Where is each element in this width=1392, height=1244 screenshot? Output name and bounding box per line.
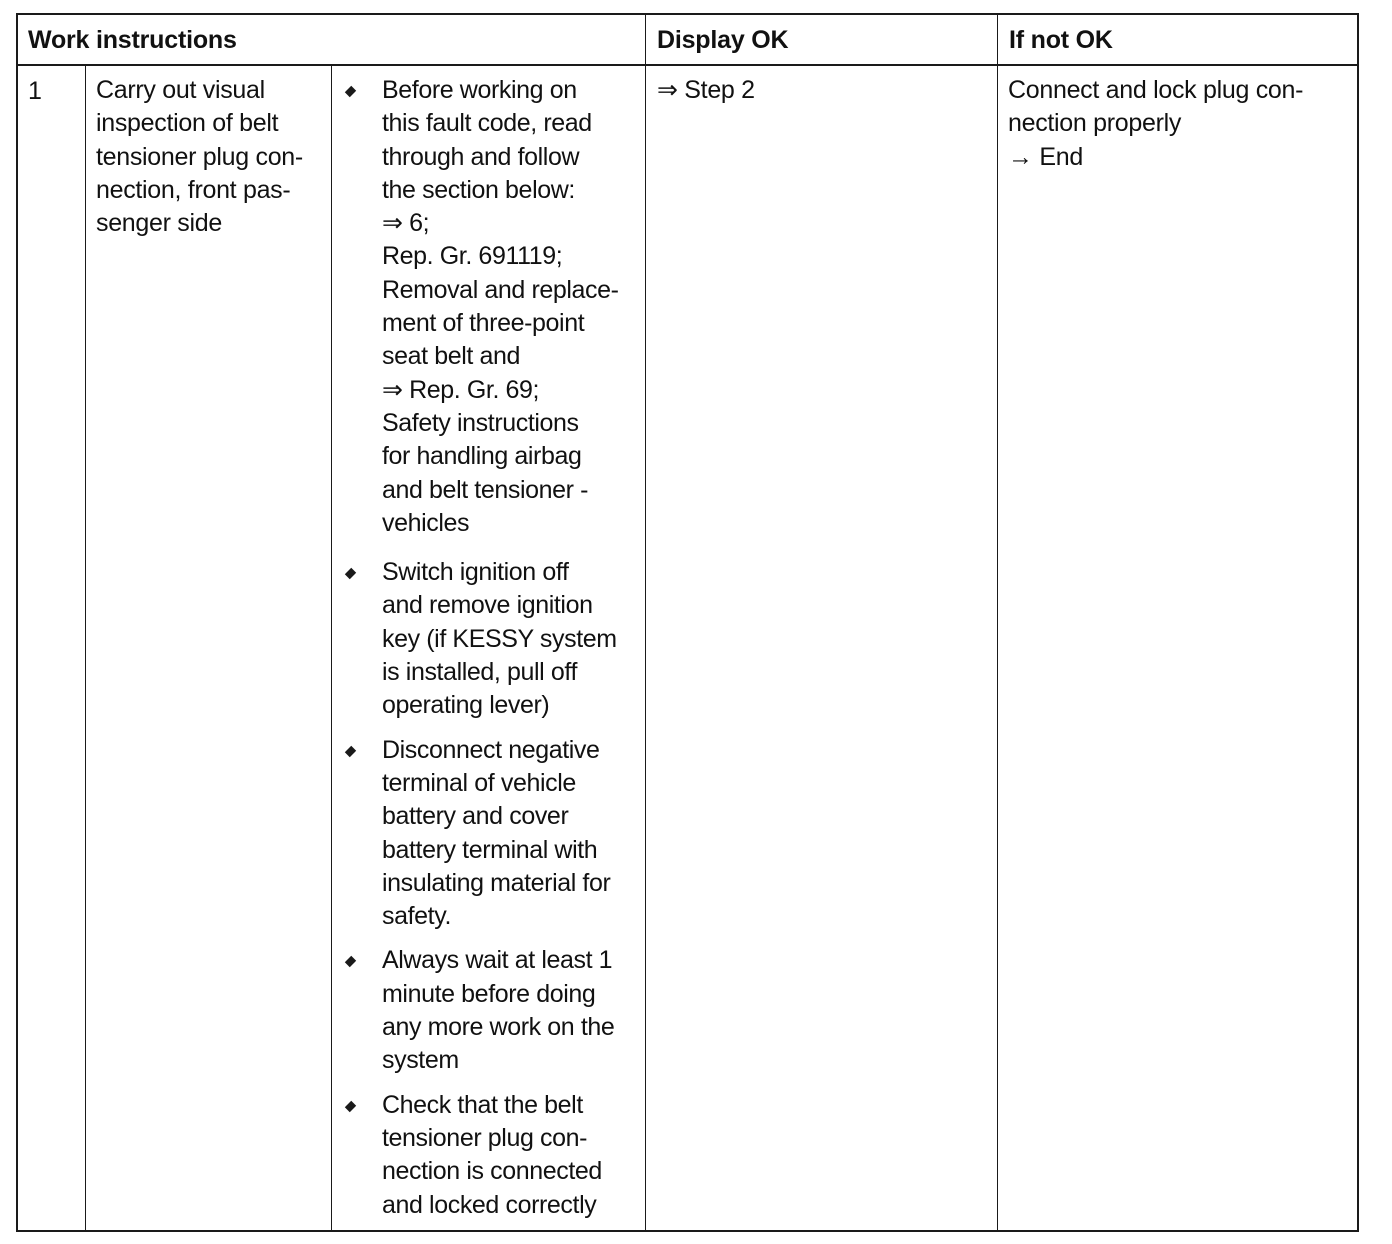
col-divider-display xyxy=(645,15,646,1232)
instruction-line: is installed, pull off xyxy=(382,658,578,687)
instruction-line: Rep. Gr. 691119; xyxy=(382,242,563,271)
step-number: 1 xyxy=(28,77,42,105)
instruction-line: Safety instructions xyxy=(382,408,579,437)
diamond-bullet-icon xyxy=(345,86,356,97)
instruction-line: and locked correctly xyxy=(382,1190,597,1219)
instruction-item xyxy=(342,734,638,934)
instruction-line: Before working on xyxy=(382,76,577,104)
instruction-item xyxy=(342,1089,638,1222)
instruction-item xyxy=(342,556,638,722)
instruction-line: Always wait at least 1 xyxy=(382,946,613,975)
header-if-not-ok: If not OK xyxy=(1009,26,1113,54)
instruction-line: battery terminal with xyxy=(382,835,598,864)
if-not-ok-value xyxy=(1008,74,1353,174)
if-not-ok-line: Connect and lock plug con- xyxy=(1008,76,1304,104)
instruction-line: Switch ignition off xyxy=(382,558,569,587)
header-display-ok: Display OK xyxy=(657,26,789,54)
diamond-bullet-icon xyxy=(345,745,356,756)
instruction-line: key (if KESSY system xyxy=(382,624,617,653)
instruction-line: ⇒ Rep. Gr. 69; xyxy=(382,375,540,404)
diamond-bullet-icon xyxy=(345,1100,356,1111)
instruction-line: insulating material for xyxy=(382,868,611,897)
task-line: tensioner plug con- xyxy=(96,142,303,171)
instruction-line: minute before doing xyxy=(382,979,596,1008)
instruction-line: and remove ignition xyxy=(382,591,593,620)
instruction-line: terminal of vehicle xyxy=(382,768,576,797)
instruction-item xyxy=(342,74,638,540)
display-ok-value: ⇒ Step 2 xyxy=(657,76,755,104)
instruction-line: through and follow xyxy=(382,142,580,171)
instruction-line: Removal and replace- xyxy=(382,275,619,304)
diamond-bullet-icon xyxy=(345,568,356,579)
col-divider-step xyxy=(85,65,86,1232)
task-line: Carry out visual xyxy=(96,76,265,104)
task-line: inspection of belt xyxy=(96,109,279,138)
instruction-line: ment of three-point xyxy=(382,309,585,338)
instruction-list xyxy=(342,74,638,1222)
instruction-line: any more work on the xyxy=(382,1013,615,1042)
instruction-line: for handling airbag xyxy=(382,442,582,471)
instruction-line: tensioner plug con- xyxy=(382,1123,588,1152)
instruction-line: this fault code, read xyxy=(382,109,592,138)
task-description xyxy=(96,74,326,240)
instruction-line: and belt tensioner - xyxy=(382,475,589,504)
work-instructions-table xyxy=(16,13,1359,1232)
instruction-line: vehicles xyxy=(382,508,470,537)
instruction-line: seat belt and xyxy=(382,342,520,371)
diamond-bullet-icon xyxy=(345,956,356,967)
task-line: nection, front pas- xyxy=(96,175,291,204)
instruction-line: the section below: xyxy=(382,175,575,204)
instruction-line: system xyxy=(382,1046,459,1075)
if-not-ok-line: → End xyxy=(1008,142,1083,171)
instruction-line: Check that the belt xyxy=(382,1090,583,1119)
instruction-line: operating lever) xyxy=(382,691,550,720)
instruction-line: Disconnect negative xyxy=(382,735,600,764)
task-line: senger side xyxy=(96,209,222,238)
col-divider-notok xyxy=(997,15,998,1232)
col-divider-task xyxy=(331,65,332,1232)
instruction-line: battery and cover xyxy=(382,802,569,831)
instruction-line: safety. xyxy=(382,902,451,931)
header-work-instructions: Work instructions xyxy=(28,26,237,54)
instruction-line: ⇒ 6; xyxy=(382,209,430,238)
instruction-line: nection is connected xyxy=(382,1157,602,1186)
if-not-ok-line: nection properly xyxy=(1008,109,1182,138)
instruction-item xyxy=(342,944,638,1077)
